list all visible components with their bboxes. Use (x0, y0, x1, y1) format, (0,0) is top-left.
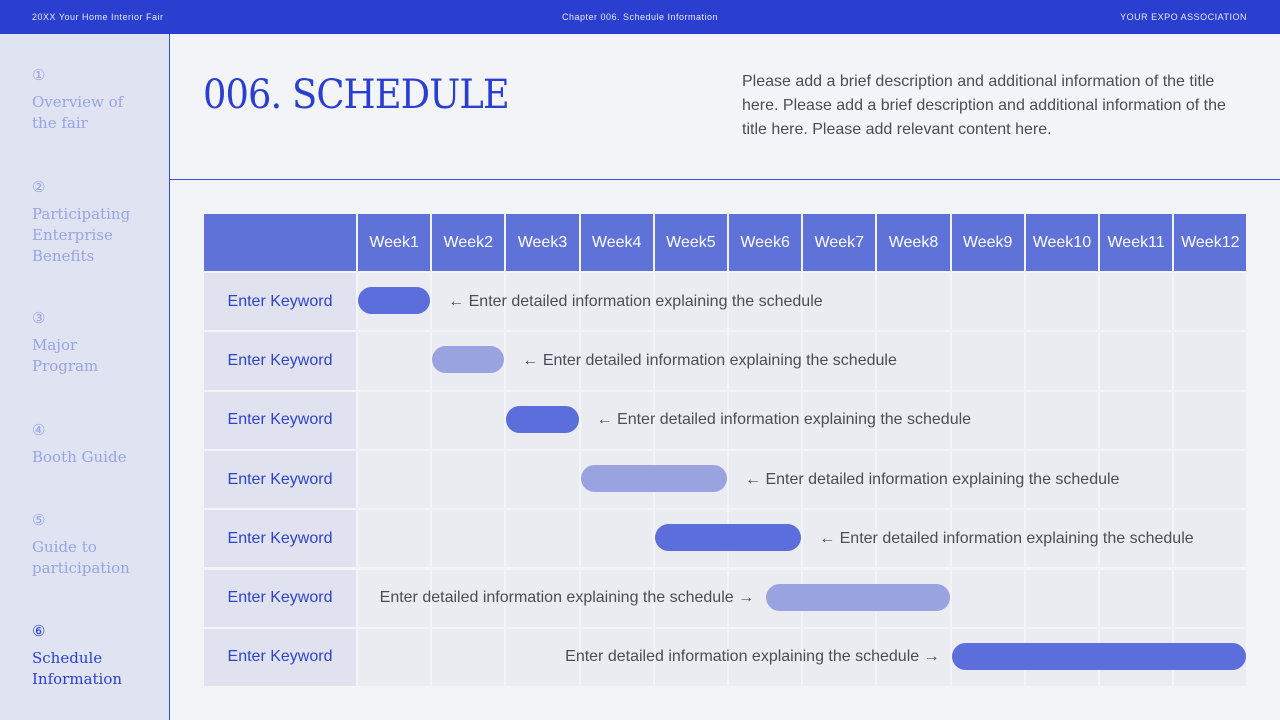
row-label: Enter Keyword (204, 273, 356, 330)
week-header: Week8 (877, 214, 949, 271)
row-label: Enter Keyword (204, 451, 356, 508)
sidebar-item-schedule[interactable] (32, 622, 152, 690)
schedule-bar (358, 287, 430, 314)
grid-cell (1174, 392, 1246, 449)
week-header: Week4 (581, 214, 653, 271)
grid-cell (358, 510, 430, 567)
week-header: Week2 (432, 214, 504, 271)
association-name: YOUR EXPO ASSOCIATION (1120, 12, 1247, 22)
nav-label: Participating Enterprise Benefits (32, 205, 131, 265)
sidebar (0, 34, 170, 720)
schedule-bar (766, 584, 950, 611)
page-header (170, 34, 1280, 180)
schedule-bar (432, 346, 504, 373)
nav-number: ④ (32, 421, 46, 439)
schedule-bar (581, 465, 727, 492)
grid-cell (952, 273, 1024, 330)
row-label: Enter Keyword (204, 570, 356, 627)
grid-cell (506, 451, 578, 508)
row-label: Enter Keyword (204, 332, 356, 389)
sidebar-item-benefits[interactable] (32, 178, 152, 267)
grid-cell (358, 629, 430, 686)
nav-label: Guide to participation (32, 538, 130, 577)
schedule-note: ← Enter detailed information explaining the schedule (596, 411, 972, 429)
schedule-bar (506, 406, 578, 433)
schedule-gantt (204, 214, 1246, 686)
grid-cell (1100, 570, 1172, 627)
week-header: Week12 (1174, 214, 1246, 271)
grid-cell (1026, 392, 1098, 449)
grid-cell (1026, 332, 1098, 389)
grid-cell (1026, 273, 1098, 330)
sidebar-item-booth[interactable] (32, 421, 152, 468)
grid-cell (432, 392, 504, 449)
week-header: Week5 (655, 214, 727, 271)
week-header: Week10 (1026, 214, 1098, 271)
grid-cell (1100, 273, 1172, 330)
row-label: Enter Keyword (204, 510, 356, 567)
sidebar-item-participation[interactable] (32, 511, 152, 579)
nav-number: ① (32, 66, 46, 84)
nav-number: ③ (32, 309, 46, 327)
nav-label: Schedule Information (32, 649, 123, 688)
grid-cell (952, 570, 1024, 627)
schedule-note: ← Enter detailed information explaining the schedule (448, 292, 823, 310)
nav-number: ⑥ (32, 622, 46, 640)
nav-label: Overview of the fair (32, 93, 124, 132)
schedule-note: ← Enter detailed information explaining the schedule (745, 470, 1120, 488)
grid-cell (952, 332, 1024, 389)
schedule-note: Enter detailed information explaining the schedule → (379, 589, 755, 607)
grid-cell (1026, 570, 1098, 627)
chapter-title: Chapter 006. Schedule Information (561, 12, 719, 22)
grid-cell (1100, 392, 1172, 449)
grid-cell (506, 510, 578, 567)
schedule-bar (952, 643, 1247, 670)
grid-cell (1174, 570, 1246, 627)
header-corner (204, 214, 356, 271)
grid-cell (358, 332, 430, 389)
sidebar-item-overview[interactable] (32, 66, 152, 134)
week-header: Week6 (729, 214, 801, 271)
schedule-note: ← Enter detailed information explaining the schedule (522, 351, 897, 369)
week-header: Week9 (952, 214, 1024, 271)
grid-cell (1100, 332, 1172, 389)
grid-cell (432, 629, 504, 686)
schedule-note: Enter detailed information explaining the schedule → (565, 648, 940, 666)
week-header: Week3 (506, 214, 578, 271)
grid-cell (432, 510, 504, 567)
week-header: Week7 (803, 214, 875, 271)
event-name: 20XX Your Home Interior Fair (32, 12, 164, 22)
top-bar (0, 0, 1280, 34)
page-description: Please add a brief description and additional information of the title here. Please add a brief description and additional information of the title here. Please add relevant content here. (742, 73, 1226, 138)
grid-cell (1174, 451, 1246, 508)
grid-cell (432, 451, 504, 508)
sidebar-item-program[interactable] (32, 309, 112, 377)
grid-cell (581, 510, 653, 567)
week-header: Week11 (1100, 214, 1172, 271)
nav-label: Major Program (32, 336, 99, 375)
page-title: 006. SCHEDULE (203, 72, 509, 118)
nav-number: ② (32, 178, 46, 196)
grid-cell (877, 273, 949, 330)
grid-cell (358, 451, 430, 508)
row-label: Enter Keyword (204, 392, 356, 449)
schedule-note: ← Enter detailed information explaining the schedule (819, 529, 1194, 547)
grid-cell (1174, 332, 1246, 389)
row-label: Enter Keyword (204, 629, 356, 686)
nav-label: Booth Guide (32, 448, 127, 466)
nav-number: ⑤ (32, 511, 46, 529)
grid-cell (1174, 273, 1246, 330)
schedule-bar (655, 524, 801, 551)
grid-cell (358, 392, 430, 449)
week-header: Week1 (358, 214, 430, 271)
